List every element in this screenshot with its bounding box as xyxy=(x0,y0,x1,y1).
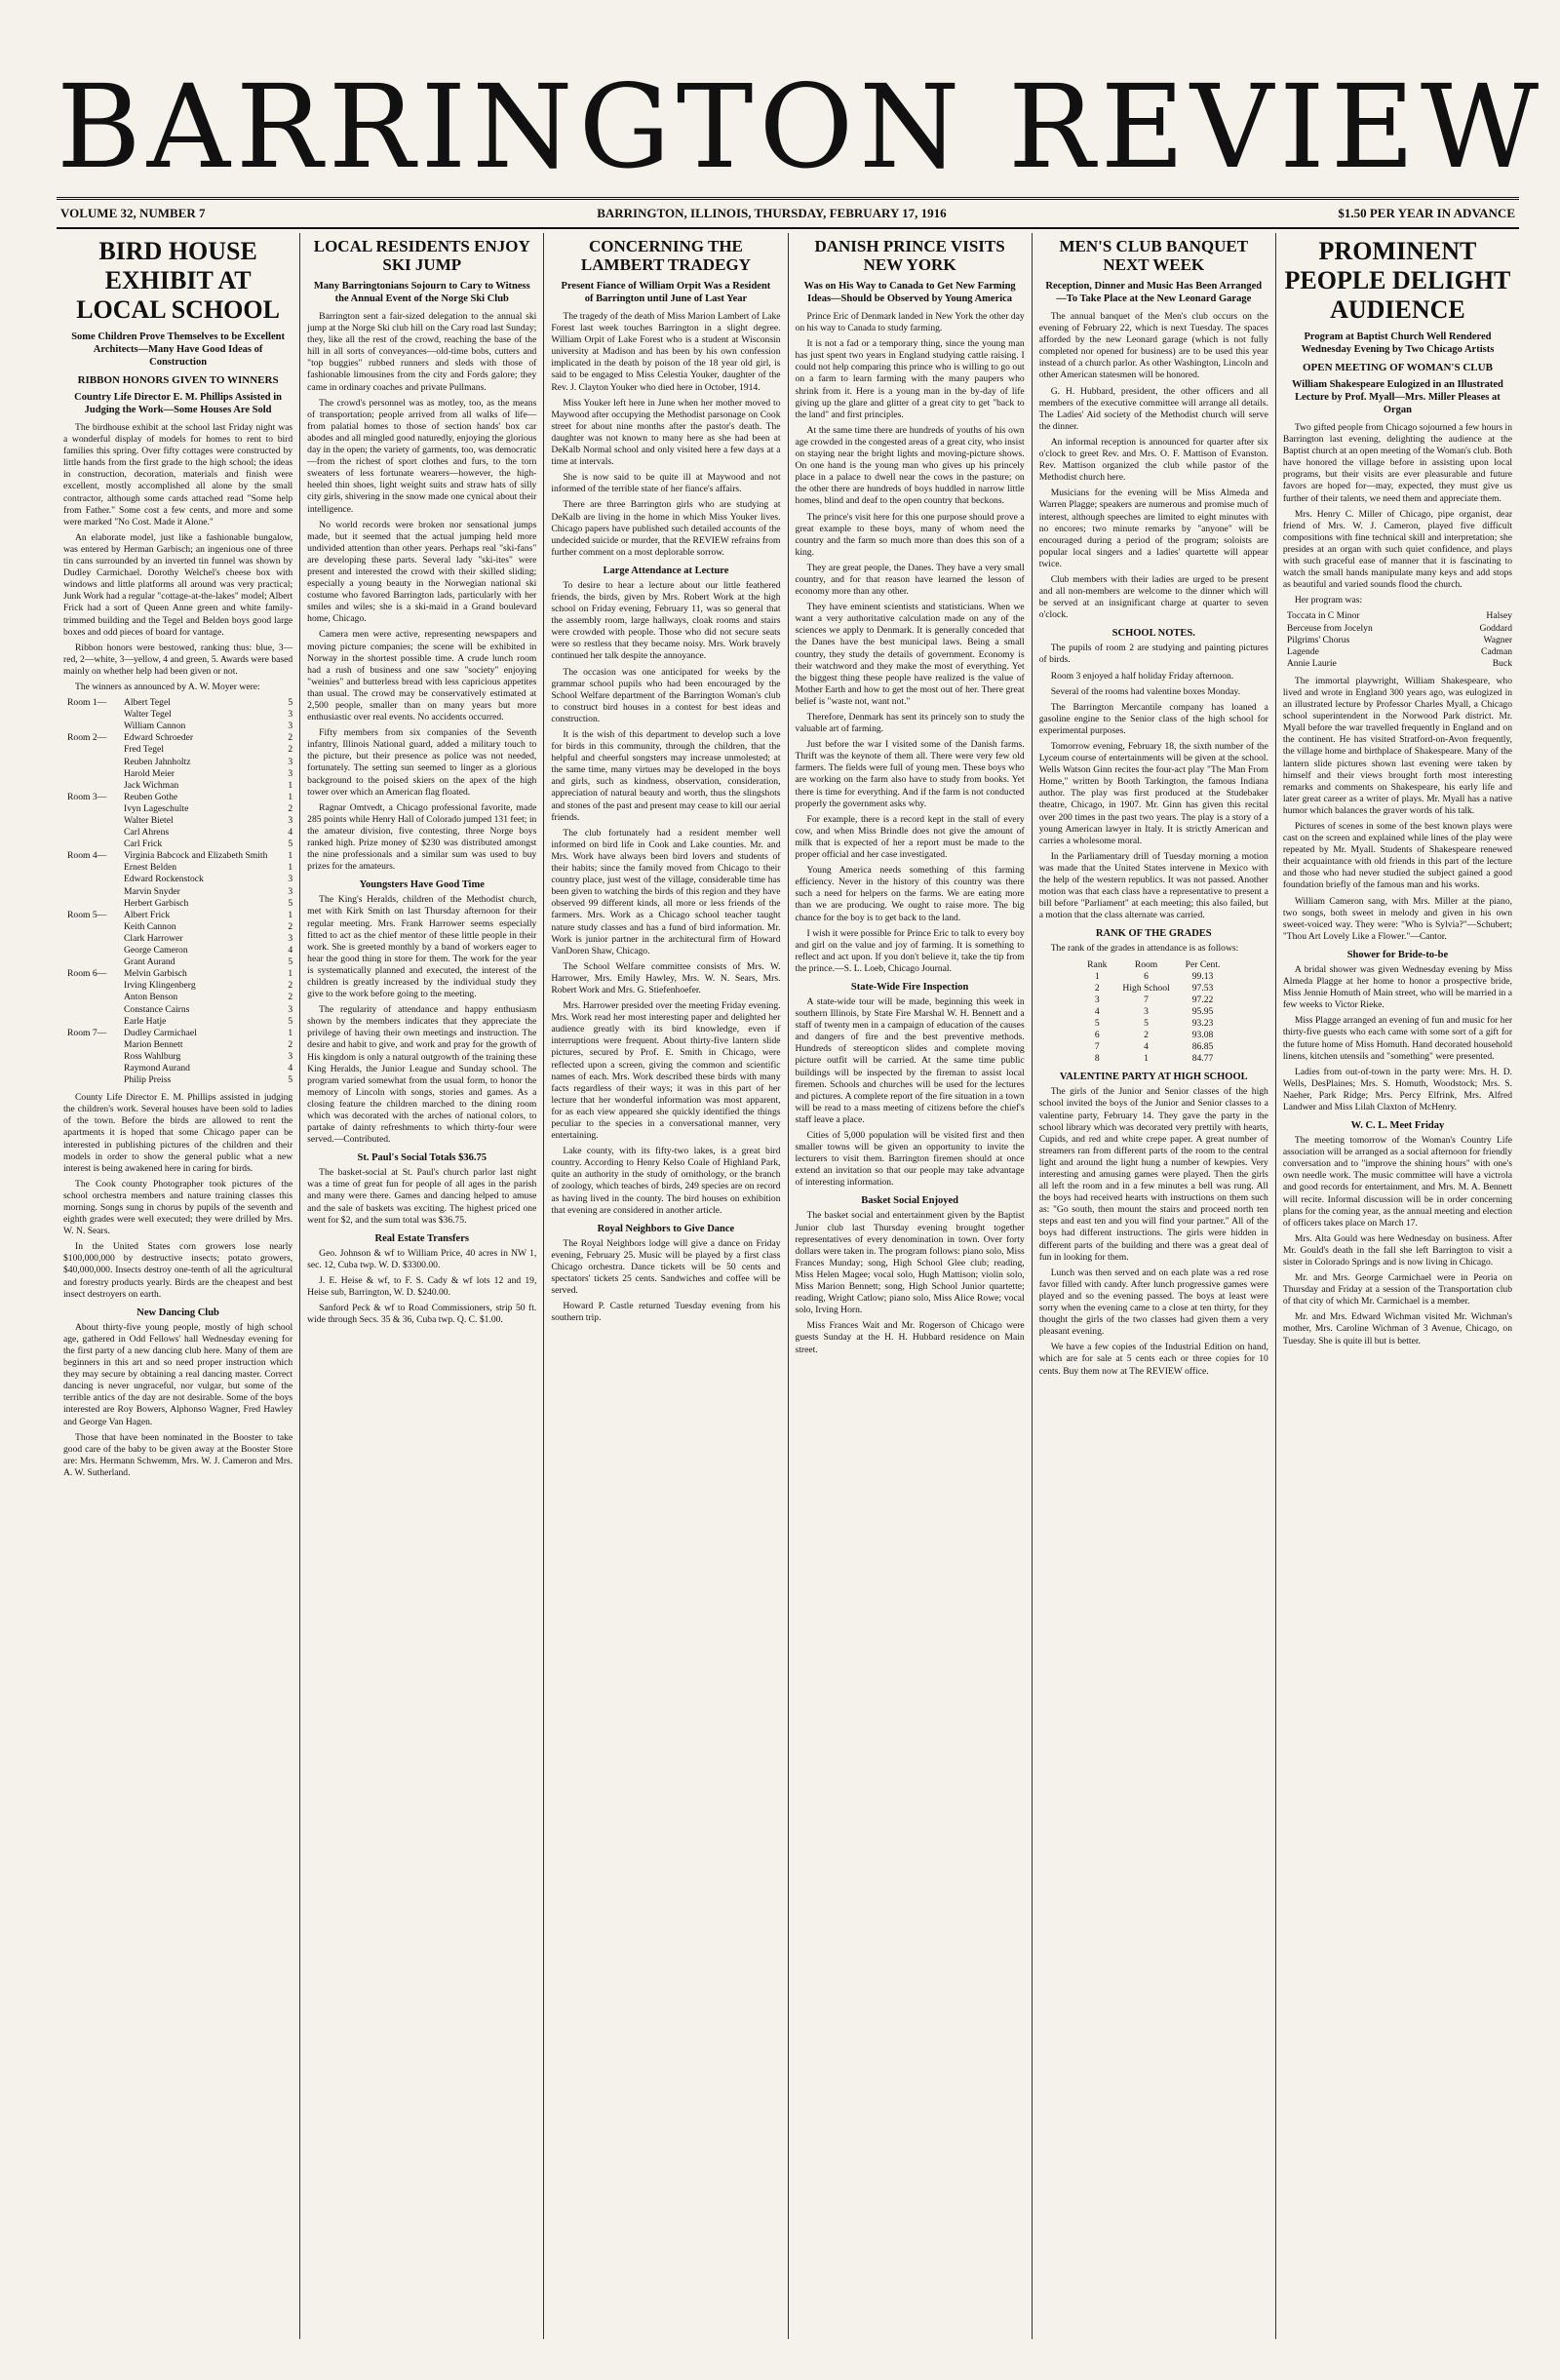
deck: Present Fiance of William Orpit Was a Resident of Barrington until June of Last Year xyxy=(561,281,771,304)
subscription-price: $1.50 PER YEAR IN ADVANCE xyxy=(1338,206,1515,220)
headline-lambert-tragedy: CONCERNING THE LAMBERT TRADEGY xyxy=(580,237,751,274)
list-item: Room 3— Reuben Gothe 1 xyxy=(67,791,293,802)
headline-danish-prince: DANISH PRINCE VISITS NEW YORK xyxy=(814,237,1005,274)
column-5 xyxy=(1033,233,1276,2339)
list-item: Keith Cannon 2 xyxy=(124,920,293,932)
list-item: Room 4— Virginia Babcock and Elizabeth Smith 1 xyxy=(67,850,293,862)
list-item: Carl Ahrens 4 xyxy=(124,827,293,839)
column-1 xyxy=(57,233,300,2339)
paragraph: County Life Director E. M. Phillips assisted in judging the children's work. Several houses have been sold to ladies of the town. Before the birds are allowed to rent the apartments it is hoped that some Chicago paper can be interested in publishing pictures of the children and their models in order to show the general public what a new interest is being awakened here in caring for birds. xyxy=(63,1092,293,1174)
paragraph: Sanford Peck & wf to Road Commissioners, strip 50 ft. wide through Secs. 35 & 36, Cuba twp. Q. C. $1.00. xyxy=(307,1303,537,1326)
subheadline: Royal Neighbors to Give Dance xyxy=(597,1223,735,1234)
column-2 xyxy=(300,233,544,2339)
list-item: George Cameron 4 xyxy=(124,945,293,956)
subheadline: State-Wide Fire Inspection xyxy=(850,981,969,993)
paragraph: Fifty members from six companies of the Seventh infantry, Illinois National guard, added a military touch to the picture, but their presence as police was not needed, fortunately. The setting sun seemed to linger as a glorious background to the poised skiers on the apex of the high tower over which an American flag floated. xyxy=(307,727,537,798)
list-item: Room 1— Albert Tegel 5 xyxy=(67,697,293,709)
paragraph: The annual banquet of the Men's club occurs on the evening of February 22, which is next Tuesday. The spaces afforded by the new Leonard garage (which is not fully completed nor opened for business) are to be used this year instead of a church parlor. As other Washington, Lincoln and other American statesmen will be honored. xyxy=(1038,311,1268,381)
list-item: Room 6— Melvin Garbisch 1 xyxy=(67,968,293,980)
deck: Was on His Way to Canada to Get New Farming Ideas—Should be Observed by Young America xyxy=(803,281,1016,304)
deck: Country Life Director E. M. Phillips Assisted in Judging the Work—Some Houses Are Sold xyxy=(74,392,282,415)
newspaper-page xyxy=(57,59,1545,2360)
paragraph: Cities of 5,000 population will be visited first and then smaller towns will be given an opportunity to invite the lecturers to visit them. Barrington firemen should at once extend an invitation so that our people may take advantage of interesting information. xyxy=(795,1130,1025,1189)
table-row: 4 3 95.95 xyxy=(1094,1005,1214,1017)
list-item: Pilgrims' Chorus Wagner xyxy=(1286,634,1513,645)
subheadline: New Dancing Club xyxy=(136,1307,219,1318)
table-row: 1 6 99.13 xyxy=(1094,970,1214,982)
subheadline: RANK OF THE GRADES xyxy=(1095,928,1212,940)
paragraph: Musicians for the evening will be Miss Almeda and Warren Plagge; speakers are numerous and promise much of interest, although speeches are limited to eight minutes with no encores; two minute remarks by "anyone" will be encouraged during a period of the program; soloists are popular local singers and a ladies' quartette will appear twice. xyxy=(1038,488,1268,569)
paragraph: The King's Heralds, children of the Methodist church, met with Kirk Smith on last Thursday afternoon for their regular meeting. Mrs. Frank Harrower seems especially fitted to act as the chief mentor of these little people in their work. She is greeted monthly by a band of workers eager to hear the good thing in store for them. The work for the year is systematically planned and executed, the interest of the children is greatly increased by the individual study they give to the work before going to the meeting. xyxy=(307,894,537,1000)
table-row: 7 4 86.85 xyxy=(1094,1041,1214,1053)
rank-table xyxy=(1079,959,1228,1066)
paragraph: Mr. and Mrs. George Carmichael were in Peoria on Thursday and Friday at a session of the Transportation club of that city of which Mr. Carmichael is a member. xyxy=(1282,1272,1513,1307)
paragraph: The prince's visit here for this one purpose should prove a great example to these boys, many of whom need the country and the farm so much more than does this son of a king. xyxy=(795,511,1025,558)
list-item: Toccata in C Minor Halsey xyxy=(1286,610,1513,622)
list-item: Walter Tegel 3 xyxy=(124,709,293,721)
subheadline: Real Estate Transfers xyxy=(374,1232,469,1244)
place-and-date: BARRINGTON, ILLINOIS, THURSDAY, FEBRUARY 17, 1916 xyxy=(597,206,947,220)
dateline-bar xyxy=(57,197,1519,229)
list-item: Lagende Cadman xyxy=(1286,645,1513,657)
paragraph: An informal reception is announced for quarter after six o'clock to greet Rev. and Mrs. O. F. Mattison of Evanston. Rev. Mattison organized the club while pastor of the Methodist church here. xyxy=(1038,436,1268,484)
subheadline: W. C. L. Meet Friday xyxy=(1350,1120,1445,1132)
headline-bird-house-exhibit: BIRD HOUSE EXHIBIT AT LOCAL SCHOOL xyxy=(76,237,280,324)
paragraph: In the United States corn growers lose nearly $100,000,000 by destructive insects; potato growers, $40,000,000. Insects destroy one-tenth of all the agricultural and forestry products yearly. Birds are the cheapest and best insect destroyers on earth. xyxy=(63,1241,293,1300)
list-item: Grant Aurand 5 xyxy=(124,956,293,968)
paragraph: The Cook county Photographer took pictures of the school orchestra members and nature training classes this morning. Songs sung in chorus by pupils of the seventh and eighth grades were well executed; they were drilled by Mrs. W. N. Sears. xyxy=(63,1178,293,1237)
list-item: Room 5— Albert Frick 1 xyxy=(67,909,293,920)
list-item: Room 2— Edward Schroeder 2 xyxy=(67,732,293,744)
deck: Many Barringtonians Sojourn to Cary to Witness the Annual Event of the Norge Ski Club xyxy=(313,281,530,304)
paragraph: Miss Plagge arranged an evening of fun and music for her thirty-five guests who each came with some sort of a gift for the future home of Miss Homuth. Hand decorated household linens, kitchen utensils and "something" were presented. xyxy=(1282,1015,1513,1062)
paragraph: Several of the rooms had valentine boxes Monday. xyxy=(1050,685,1241,697)
paragraph: It is the wish of this department to develop such a love for birds in this community, through the children, that the helpful and cheerful songsters may increase unmolested; at the same time, many virtues may be developed in the boys and girls, such as kindness, observation, consideration, appreciation of natural beauty and worth, thus the slingshots and stones of the past and present may cease to kill our aerial friends. xyxy=(551,729,781,823)
volume-number: VOLUME 32, NUMBER 7 xyxy=(60,206,206,220)
list-item: Constance Cairns 3 xyxy=(124,1003,293,1015)
subheadline: RIBBON HONORS GIVEN TO WINNERS xyxy=(77,374,279,386)
list-item: Marion Bennett 2 xyxy=(124,1038,293,1050)
subheadline: Shower for Bride-to-be xyxy=(1346,949,1449,960)
deck: William Shakespeare Eulogized in an Illustrated Lecture by Prof. Myall—Mrs. Miller Pleases at Organ xyxy=(1291,379,1503,415)
table-row: 3 7 97.22 xyxy=(1094,994,1214,1005)
paragraph: Lake county, with its fifty-two lakes, is a great bird country. According to Henry Kelso Coale of Highland Park, quite an authority in the study of ornithology, or the branch of zoology, which teaches of birds, 249 species are on record as having lived in the county. The bird houses on exhibition that evening are considered in another article. xyxy=(551,1146,781,1216)
paragraph: Ribbon honors were bestowed, ranking thus: blue, 3—red, 2—white, 3—yellow, 4 and green, 5. Awards were based mainly on whether help had been given or not. xyxy=(63,642,293,677)
list-item: Room 7— Dudley Carmichael 1 xyxy=(67,1027,293,1038)
subheadline: Youngsters Have Good Time xyxy=(359,879,485,891)
list-item: Anton Benson 2 xyxy=(124,992,293,1003)
table-row: 2 High School 97.53 xyxy=(1094,982,1214,994)
subheadline: SCHOOL NOTES. xyxy=(1112,628,1195,640)
paragraph: A state-wide tour will be made, beginning this week in southern Illinois, by State Fire Marshal W. H. Bennett and a staff of twenty men in a campaign of education of the causes and dangers of fire and the best preventive methods. Hundreds of stereopticon slides and complete moving picture outfit will be carried. At the same time public buildings will be inspected by the fireman to assist local firemen. Schools and churches will be used for the lectures and pictures. A complete report of the fire situation in a town will be read to a mass meeting of citizens before the chief's staff leave a place. xyxy=(795,995,1025,1125)
list-item: Reuben Jahnholtz 3 xyxy=(124,756,293,767)
table-row: 6 2 93.08 xyxy=(1094,1030,1214,1041)
paragraph: The occasion was one anticipated for weeks by the grammar school pupils who had been encouraged by the School Welfare department of the Barrington Woman's club to construct bird houses in a contest for best ideas and construction. xyxy=(551,666,781,724)
paragraph: Mrs. Alta Gould was here Wednesday on business. After Mr. Gould's death in the fall she left Barrington to visit a sister in Colorado Springs and is now living in Chicago. xyxy=(1282,1232,1513,1268)
subheadline: Large Attendance at Lecture xyxy=(603,565,729,576)
paragraph: Geo. Johnson & wf to William Price, 40 acres in NW 1, sec. 12, Cuba twp. W. D. $3300.00. xyxy=(307,1247,537,1270)
paragraph: Young America needs something of this farming efficiency. Never in the history of this country was there such a need for helpers on the farms. We are eating more than we are producing. We ought to raise more. The big chance for the boy is to get back to the land. xyxy=(795,865,1025,923)
list-item: Philip Preiss 5 xyxy=(124,1074,293,1086)
subheadline: Basket Social Enjoyed xyxy=(861,1195,958,1207)
paragraph: William Cameron sang, with Mrs. Miller at the piano, two songs, both sweet in melody and given in his own sweet-voiced way. They were: "Who is Sylvia?"—Schubert; "Thou Art Lovely Like a Flower."—Cantor. xyxy=(1282,895,1513,942)
paragraph: The girls of the Junior and Senior classes of the high school invited the boys of the Junior and Senior classes to a valentine party, February 14. They gave the party in the school library which was decorated very prettily with hearts, Cupids, and red and white crepe paper. A great number of streamers ran from different parts of the room to the central light and around the light hung a number of kewpies. Very interesting and amusing games were played. Then the girls all left the room and in a few minutes a bell was rung. All the boys had received hearts with instructions on them such as: "Go south, then mount the stairs and proceed north ten steps and east ten and you will find your partner." All of the boys had different instructions. The girls were hidden in different parts of the building and there was a great deal of fun in looking for them. xyxy=(1038,1086,1268,1263)
paragraph: For example, there is a record kept in the stall of every cow, and when Miss Brindle does not give the amount of milk that is expected of her a report must be made to the proper official and her case investigated. xyxy=(795,813,1025,861)
table-row: 5 5 93.23 xyxy=(1094,1017,1214,1029)
paragraph: A bridal shower was given Wednesday evening by Miss Almeda Plagge at her home to honor a prospective bride, Miss Jennie Homuth of Main street, who will be married in a few weeks to Victor Rieke. xyxy=(1282,963,1513,1011)
paragraph: The immortal playwright, William Shakespeare, who lived and wrote in England 300 years ago, was eulogized in an illustrated lecture by Professor Charles Myall, a Chicago school superintendent in the Norwood Park district. Mr. Myall before the war travelled frequently in England and on the continent. He has visited Stratford-on-Avon frequently, the village home and birthplace of Shakespeare. Many of the lantern slide pictures shown last evening were taken by himself and their views brought forth most interesting remarks and comments on Shakespeare, his early life and later great career as a writer of plays. Mr. Myall has a native humor which balances the graver words of his talk. xyxy=(1282,675,1513,816)
list-item: William Cannon 3 xyxy=(124,721,293,732)
paragraph: We have a few copies of the Industrial Edition on hand, which are for sale at 5 cents each or three copies for 10 cents. Buy them now at The REVIEW office. xyxy=(1038,1342,1268,1377)
paragraph: Club members with their ladies are urged to be present and all non-members are welcome to the dinner which will be served at an insignificant charge at quarter to seven o'clock. xyxy=(1038,573,1268,621)
paragraph: Barrington sent a fair-sized delegation to the annual ski jump at the Norge Ski club hill on the Cary road last Sunday; they, like all the rest of the crowd, reaching the base of the hill in all sorts of conveyances—old-time bobs, cutters and "top buggies" rubbed runners and sleds with those of fashionable limousines from the city and Fords galore; they came in ordinary coaches and private Pullmans. xyxy=(307,311,537,393)
column-3 xyxy=(544,233,788,2339)
paragraph: No world records were broken nor sensational jumps made, but it seemed that the actual jumping held more undivided attention than other years. Perhaps real "ski-fans" are developing these parts. Several lady "ski-ites" were present and interested the crowd with their skilled sliding; especially a young beauty in the Norwegian national ski costume who favored Barrington lads, particularly with her smiles and wiles; she is a ski-maid in a Grand boulevard home, Chicago. xyxy=(307,519,537,625)
paragraph: At the same time there are hundreds of youths of his own age crowded in the congested areas of a great city, who insist on staying near the bright lights and moving-picture shows. On one hand is the young man who gives up his princely place in a palace to dwell near the cows in the pasture; on the other there are hundreds of boys huddled in narrow little homes, blind and deaf to the open country that beckons. xyxy=(795,424,1025,507)
paragraph: She is now said to be quite ill at Maywood and not informed of the terrible state of her fiance's affairs. xyxy=(551,472,781,495)
list-item: Ross Wahlburg 3 xyxy=(124,1050,293,1062)
paragraph: Miss Youker left here in June when her mother moved to Maywood after occupying the Methodist parsonage on Cook street for about nine months after the pastor's death. The daughter was not known to many here as she had been at DeKalb Normal school and only visited here a few days at a time at intervals. xyxy=(551,397,781,468)
paragraph: The tragedy of the death of Miss Marion Lambert of Lake Forest last week touches Barrington in a slight degree. William Orpit of Lake Forest who is a student at Wisconsin university at Madison and has been by his own confession implicated in the death by poison of the 18 year old girl, is said to be engaged to Miss Celestia Youker, daughter of the Rev. J. Clayton Youker who died here in October, 1914. xyxy=(551,311,781,393)
paragraph: Just before the war I visited some of the Danish farms. Thrift was the keynote of them all. There were very few old farmers. The fields were full of young men. These boys who are working on the farm also have to study from books. Yet there is time for everything. And if the farm is not conducted properly the government asks why. xyxy=(795,739,1025,809)
paragraph: The pupils of room 2 are studying and painting pictures of birds. xyxy=(1038,643,1268,666)
headline-ski-jump: LOCAL RESIDENTS ENJOY SKI JUMP xyxy=(313,237,530,274)
paragraph: The basket-social at St. Paul's church parlor last night was a time of great fun for people of all ages in the parish and many were there. Games and dancing helped to amuse and the sale of baskets was exciting. The highest priced one went for $2, and the sum total was $36.75. xyxy=(307,1167,537,1226)
paragraph: G. H. Hubbard, president, the other officers and all members of the executive committee will arrange all details. The Ladies' Aid society of the Methodist church will serve the dinner. xyxy=(1038,385,1268,432)
paragraph: Room 3 enjoyed a half holiday Friday afternoon. xyxy=(1050,670,1234,682)
list-item: Berceuse from Jocelyn Goddard xyxy=(1286,622,1513,634)
subheadline: VALENTINE PARTY AT HIGH SCHOOL xyxy=(1059,1072,1248,1083)
paragraph: There are three Barrington girls who are studying at DeKalb are living in the home in which Miss Youker lives. Chicago papers have published such detailed accounts of the undecided suicide or murder, that the REVIEW refrains from further comment on a most deplorable sorrow. xyxy=(551,499,781,558)
list-item: Annie Laurie Buck xyxy=(1286,657,1513,669)
list-item: Jack Wichman 1 xyxy=(124,779,293,791)
paragraph: Two gifted people from Chicago sojourned a few hours in Barrington last evening, delighting the audience at the Baptist church at an open meeting of the Woman's club. Both have honored the village before in assisting upon local programs, but their visits are ever pleasurable and future favors are hoped for—may, expected, they must give us further of their talents, we need them and appreciate them. xyxy=(1282,422,1513,504)
paragraph: The regularity of attendance and happy enthusiasm shown by the members indicates that they appreciate the privilege of having their own meetings and instruction. The desire and habit to give, and work and pray for the growth of His kingdom is only a natural outgrowth of the training these King Heralds, the Junior League and Sunday school. The program varied somewhat from the usual form, to honor the memory of Lincoln with songs, stories and games. As a closing feature the children marched to the dining room which was decorated with the arches of national colors, to partake of dainty refreshments to which thirty-four were served.—Contributed. xyxy=(307,1004,537,1146)
paragraph: The birdhouse exhibit at the school last Friday night was a wonderful display of models for homes to rent to bird families this spring. Over fifty cottages were constructed by little hands from the first grade to the high school; the ideas in construction, decoration, materials and finish were excellent, mostly accomplished all alone by the small contractor, although some cards attached read "Some help from Father." Some cost a few cents, and more and some were marked "No Cost. Made it Alone." xyxy=(63,422,293,527)
list-item: Raymond Aurand 4 xyxy=(124,1062,293,1073)
subheadline: OPEN MEETING OF WOMAN'S CLUB xyxy=(1302,362,1493,373)
paragraph: The crowd's personnel was as motley, too, as the means of transportation; people arrived from all walks of life—from palatial homes to those of section hands' box car abodes and all mingled good naturedly, enjoying the glorious day in the open; the variety of garments, too, was democratic—from the richest of sport clothes and furs, to the torn sweaters of less fortunate wearers—however, the high-heeled thin shoes, light weight suits and straw hats of silly city girls, shivering in the snow made one cynical about their intelligence. xyxy=(307,397,537,515)
deck: Program at Baptist Church Well Rendered Wednesday Evening by Two Chicago Artists xyxy=(1301,332,1495,355)
winners-list xyxy=(67,697,292,1086)
paragraph: The winners as announced by A. W. Moyer were: xyxy=(75,681,260,692)
paragraph: They are great people, the Danes. They have a very small country, and for that reason have learned the lesson of economy more than any other. xyxy=(795,562,1025,598)
paragraph: The club fortunately had a resident member well informed on bird life in Cook and Lake counties. Mr. and Mrs. Work have always been bird lovers and students of their habits; since the family moved from Chicago to their country place, just west of the village, considerable time has been given to watching the birds of this region and they have observed 99 different kinds, all more or less friends of the farmers. Mrs. Work as a Chicago school teacher taught nature study classes and has a fund of bird information. Mr. Work is junior partner in the architectural firm of Howard VanDoren Shaw, Chicago. xyxy=(551,827,781,956)
list-item: Irving Klingenberg 2 xyxy=(124,980,293,992)
subheadline: St. Paul's Social Totals $36.75 xyxy=(357,1152,487,1164)
paragraph: I wish it were possible for Prince Eric to talk to every boy and girl on the value and joy of farming. It is something to reflect and act upon. If you don't believe it, take the tip from the prince.—S. L. Loeb, Chicago Journal. xyxy=(795,927,1025,974)
paragraph: An elaborate model, just like a fashionable bungalow, was entered by Herman Garbisch; an ingenious one of three tin cans surrounded by an inverted tin funnel was shown by Dudley Carmichael. Dorothy Welchel's cheese box with windows and little platforms all around was very practical; Junk Work had a regular "cottage-at-the-lakes" model; Albert Frick had a sort of Queen Anne green and white family-trimmed building and the Tegel and Belden boys good large boxes and odd pieces of board for vantage. xyxy=(63,531,293,638)
paragraph: Prince Eric of Denmark landed in New York the other day on his way to Canada to study farming. xyxy=(795,311,1025,334)
article-columns xyxy=(57,233,1519,2339)
paragraph: Miss Frances Wait and Mr. Rogerson of Chicago were guests Sunday at the H. H. Hubbard residence on Main street. xyxy=(795,1320,1025,1355)
paragraph: Tomorrow evening, February 18, the sixth number of the Lyceum course of entertainments will be given at the school. Wells Watson Ginn recites the four-act play "The Man From Home," written by Booth Tarkington, the famous Indiana author. The play was first produced at the Studebaker theatre, Chicago, in 1907. Mr. Ginn has given this recital over 200 times in the past two years. The play is a story of a young American lawyer in Italy. It is strictly American and carries a wholesome moral. xyxy=(1038,741,1268,846)
list-item: Fred Tegel 2 xyxy=(124,744,293,756)
paragraph: Camera men were active, representing newspapers and moving picture companies; the scene will be exhibited in Norway in the shortest possible time. A crude lunch room had a rush of business and one saw "society" enjoying "weinies" and butterless bread with less capricious appetites than usual. The crowd may be conservatively estimated at 2,500 people, smaller than on many years but more enthusiastic over real events. No accidents occurred. xyxy=(307,629,537,723)
list-item: Herbert Garbisch 5 xyxy=(124,897,293,909)
paragraph: Ragnar Omtvedt, a Chicago professional favorite, made 285 points while Henry Hall of Colorado jumped 131 feet; in the amateur division, five contesting, three Norge boys ranked high. Prize money of $230 was distributed amongst the nine professionals and a similar sum was used to buy prizes for the amateurs. xyxy=(307,801,537,873)
deck: Reception, Dinner and Music Has Been Arranged—To Take Place at the New Leonard Garage xyxy=(1045,281,1263,304)
table-header-row: Rank Room Per Cent. xyxy=(1087,958,1221,970)
paragraph: About thirty-five young people, mostly of high school age, gathered in Odd Fellows' hall Wednesday evening for the first party of a new dancing club here. Many of them are beginners in this art and so need proper instruction which they may secure by obtaining a real dancing master. Correct dancing is never ungraceful, nor vulgar, but some of the terrible antics of the day are not desirable. Some of the boys interested are Roy Bowers, Alphonso Wagner, Fred Hawley and George Van Hagen. xyxy=(63,1321,293,1427)
list-item: Carl Frick 5 xyxy=(124,839,293,850)
paragraph: Lunch was then served and on each plate was a red rose favor filled with candy. After lunch progressive games were played and so the evening passed. The boys at least were sorry when the evening came to a close at ten thirty, for they thought the girls of the two classes had given them a very pleasant evening. xyxy=(1038,1267,1268,1338)
paragraph: Mr. and Mrs. Edward Wichman visited Mr. Wichman's mother, Mrs. Caroline Wichman of 3 Avenue, Chicago, on Tuesday. She is quite ill but is better. xyxy=(1282,1311,1513,1346)
organ-program-list xyxy=(1287,610,1512,669)
paragraph: The meeting tomorrow of the Woman's Country Life association will be arranged as a social afternoon for friendly conversation and to "improve the shining hours" with one's own needle work. The music committee will have a victrola and good records for entertainment, and Mrs. M. A. Bennett will recite. Informal discussion will be in order concerning plans for the coming year, as the annual meeting and election of officers takes place on March 17. xyxy=(1282,1135,1513,1229)
headline-prominent-people: PROMINENT PEOPLE DELIGHT AUDIENCE xyxy=(1284,237,1511,324)
paragraph: To desire to hear a lecture about our little feathered friends, the birds, given by Mrs. Robert Work at the high school on Friday evening, February 11, was so general that the assembly room, large hallways, cloak rooms and stairs were crowded with people. Those who did not secure seats were so restless that they became noisy. Mrs. Work bravely continued her talk despite the annoyance. xyxy=(551,579,781,662)
paragraph: Pictures of scenes in some of the best known plays were cast on the screen and explained while lines of the play were repeated by Mr. Myall. Students of Shakespeare renewed their acquaintance with old friends in this part of the lecture and those who had never studied the subject gained a good foundation briefly of the famous man and his works. xyxy=(1282,821,1513,891)
paragraph: The Barrington Mercantile company has loaned a gasoline engine to the Senior class of the high school for experimental purposes. xyxy=(1038,701,1268,736)
paragraph: Ladies from out-of-town in the party were: Mrs. H. D. Wells, DesPlaines; Mrs. S. Homuth, Woodstock; Mrs. S. Naeher, Park Ridge; Mrs. Percy Elfrink, Mrs. Alfred Landwer and Miss Lilah Claxton of McHenry. xyxy=(1282,1066,1513,1112)
list-item: Edward Rockenstock 3 xyxy=(124,874,293,885)
list-item: Earle Hatje 5 xyxy=(124,1015,293,1027)
table-row: 8 1 84.77 xyxy=(1094,1053,1214,1065)
paragraph: The School Welfare committee consists of Mrs. W. Harrower, Mrs. Emily Hawley, Mrs. W. N. Sears, Mrs. Robert Work and Mrs. G. Stiefenhoefer. xyxy=(551,960,781,995)
list-item: Clark Harrower 3 xyxy=(124,932,293,944)
paragraph: It is not a fad or a temporary thing, since the young man has just spent two years in England studying cattle raising. I could not help comparing this prince who is willing to go out on a farm to learn farming with the many paupers who shrink from it. Here is a young man in the by-day of life giving up the glare and glitter of a great city to get "back to the land" and first principles. xyxy=(795,338,1025,420)
paragraph: Those that have been nominated in the Booster to take good care of the baby to be given away at the Booster Store are: Mrs. Hermann Schwemm, Mrs. W. J. Cameron and Mrs. A. W. Sutherland. xyxy=(63,1431,293,1478)
paragraph: Mrs. Henry C. Miller of Chicago, pipe organist, dear friend of Mrs. W. J. Cameron, played five difficult compositions with fine technical skill and interpretation; she presides at an organ with such quiet confidence, and plays with such graceful ease of manner that it is fascinating to watch the small hands manipulate many keys and add stops as beautiful and varied sounds flood the church. xyxy=(1282,508,1513,591)
list-item: Ivyn Lageschulte 2 xyxy=(124,802,293,814)
paragraph: Mrs. Harrower presided over the meeting Friday evening. Mrs. Work read her most interesting paper and delighted her audience greatly with its bird knowledge, even if interruptions were frequent. About thirty-five lantern slide pictures, secured by Prof. E. Smith in Chicago, were reflected upon a screen, giving the common and scientific names of each. Mrs. Work described these birds with many facts regardless of their ways; it was in this part of her lecture that her wonderful information was most apparent, for as each view appeared she quickly identified the things peculiar to the species in a conversational manner, very entertaining. xyxy=(551,1000,781,1142)
headline-mens-club-banquet: MEN'S CLUB BANQUET NEXT WEEK xyxy=(1059,237,1249,274)
list-item: Harold Meier 3 xyxy=(124,767,293,779)
column-6 xyxy=(1276,233,1519,2339)
paragraph: Her program was: xyxy=(1294,595,1363,606)
paragraph: The Royal Neighbors lodge will give a dance on Friday evening, February 25. Music will be played by a first class Chicago orchestra. Dance tickets will be 50 cents and spectators' tickets 25 cents. Sandwiches and coffee will be served. xyxy=(551,1237,781,1297)
list-item: Marvin Snyder 3 xyxy=(124,885,293,897)
paragraph: They have eminent scientists and statisticians. When we want a very authoritative calculation made on any of the sciences we apply to Denmark. It is generally conceded that the Danes have the best municipal laws. Being a small country, they study the details of government. Economy is their watchword and they make the most of everything. Yet the biggest thing these people have realized is the value of Mother Earth and how to get the most out of her. There great belief is "waste not, want not." xyxy=(795,602,1025,707)
list-item: Walter Bietel 3 xyxy=(124,815,293,826)
masthead-title: BARRINGTON REVIEW xyxy=(57,59,1545,194)
paragraph: In the Parliamentary drill of Tuesday morning a motion was made that the United States intervene in Mexico with the help of the western republics. It was not passed. Another motion was that each class have a representative to present a bill before "Parliament" at each meeting; this also failed, but a motion that the class alternate was carried. xyxy=(1038,850,1268,921)
deck: Some Children Prove Themselves to be Excellent Architects—Many Have Good Ideas of Construction xyxy=(71,332,285,368)
paragraph: Howard P. Castle returned Tuesday evening from his southern trip. xyxy=(551,1301,781,1324)
paragraph: The basket social and entertainment given by the Baptist Junior club last Thursday evening brought together representatives of every denomination in town. Over forty dollars were taken in. The program follows: piano solo, Miss Frances Munday; song, High School Glee club; reading, Miss Helen Magee; vocal solo, Hugh Mattison; violin solo, Miss Marion Bennett; song, High School Junior quartette; reading, Wright Catlow; piano solo, Miss Alice Rowe; vocal solo, Irving Horn. xyxy=(795,1210,1025,1316)
column-4 xyxy=(789,233,1033,2339)
paragraph: J. E. Heise & wf, to F. S. Cady & wf lots 12 and 19, Heise sub, Barrington, W. D. $240.00. xyxy=(307,1274,537,1299)
list-item: Ernest Belden 1 xyxy=(124,862,293,874)
paragraph: The rank of the grades in attendance is as follows: xyxy=(1050,943,1239,955)
paragraph: Therefore, Denmark has sent its princely son to study the valuable art of farming. xyxy=(795,712,1025,735)
